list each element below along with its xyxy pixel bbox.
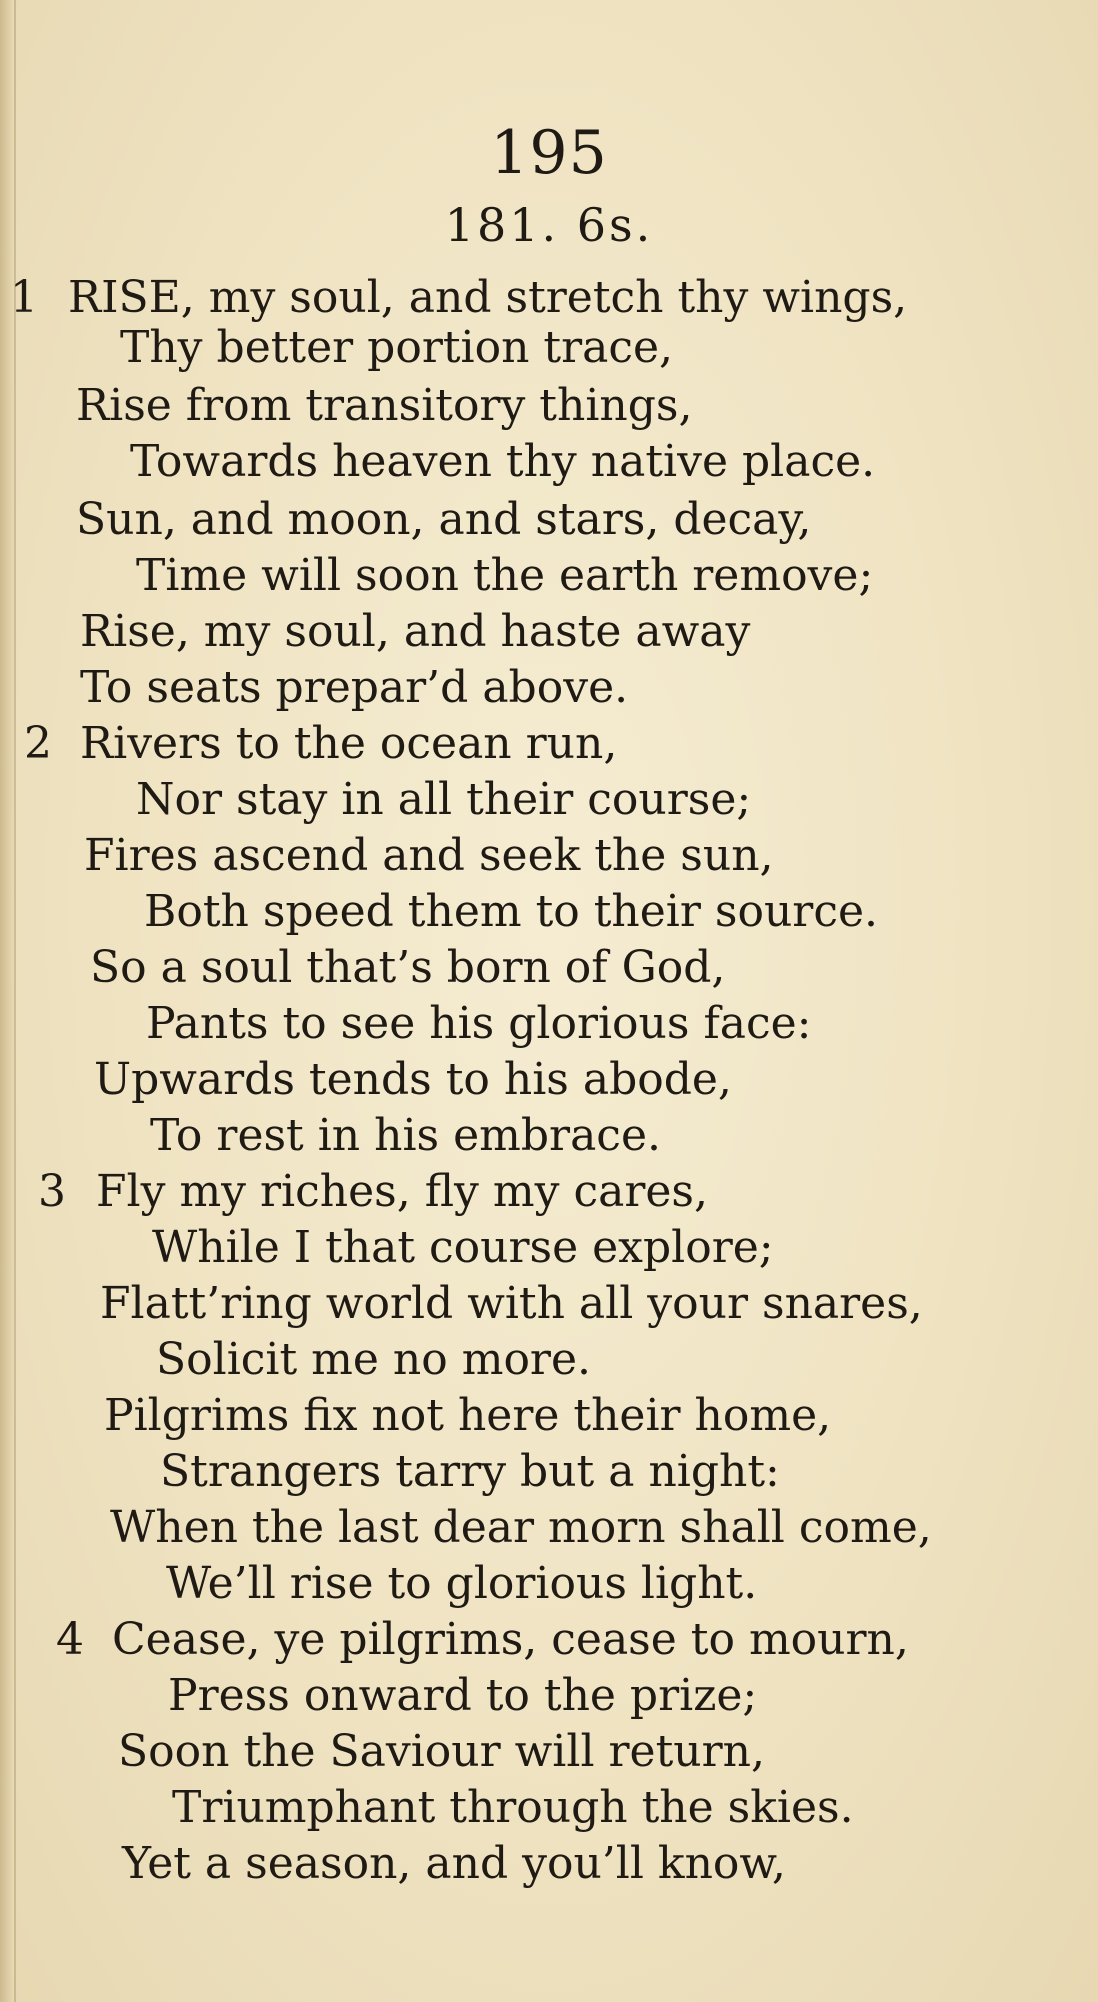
verse-line: Flatt’ring world with all your snares, [100, 1278, 923, 1329]
verse-line: To seats prepar’d above. [80, 662, 629, 713]
verse-line: To rest in his embrace. [150, 1110, 661, 1161]
verse-line: RISE, my soul, and stretch thy wings, [68, 272, 908, 323]
verse-number: 4 [56, 1614, 84, 1665]
verse-line: Press onward to the prize; [168, 1670, 758, 1721]
verse-line: When the last dear morn shall come, [110, 1502, 932, 1553]
verse-line: We’ll rise to glorious light. [166, 1558, 758, 1609]
verse-line: Thy better portion trace, [120, 322, 674, 373]
verse-line: Nor stay in all their course; [136, 774, 752, 825]
verse-line: While I that course explore; [152, 1222, 774, 1273]
verse-line: Fires ascend and seek the sun, [84, 830, 774, 881]
verse-line: Pilgrims fix not here their home, [104, 1390, 832, 1441]
verse-line: Soon the Saviour will return, [118, 1726, 765, 1777]
verse-line: Rise, my soul, and haste away [80, 606, 751, 657]
verse-line: Solicit me no more. [156, 1334, 591, 1385]
verse-line: Towards heaven thy native place. [130, 436, 876, 487]
verse-line: Both speed them to their source. [144, 886, 878, 937]
verse-line: Cease, ye pilgrims, cease to mourn, [112, 1614, 909, 1665]
verse-line: Triumphant through the skies. [172, 1782, 854, 1833]
verse-line: Fly my riches, fly my cares, [96, 1166, 708, 1217]
verse-line: Pants to see his glorious face: [146, 998, 812, 1049]
verse-line: Sun, and moon, and stars, decay, [76, 494, 812, 545]
verse-line: Yet a season, and you’ll know, [122, 1838, 786, 1889]
verse-line: Time will soon the earth remove; [136, 550, 874, 601]
verse-number: 1 [10, 272, 38, 323]
page-number: 195 [490, 118, 608, 188]
verse-line: So a soul that’s born of God, [90, 942, 726, 993]
verse-number: 3 [38, 1166, 66, 1217]
verse-line: Rise from transitory things, [76, 380, 693, 431]
verse-number: 2 [24, 718, 52, 769]
hymn-heading: 181. 6s. [444, 198, 654, 252]
verse-line: Rivers to the ocean run, [80, 718, 618, 769]
verse-line: Strangers tarry but a night: [160, 1446, 780, 1497]
verse-line: Upwards tends to his abode, [94, 1054, 732, 1105]
